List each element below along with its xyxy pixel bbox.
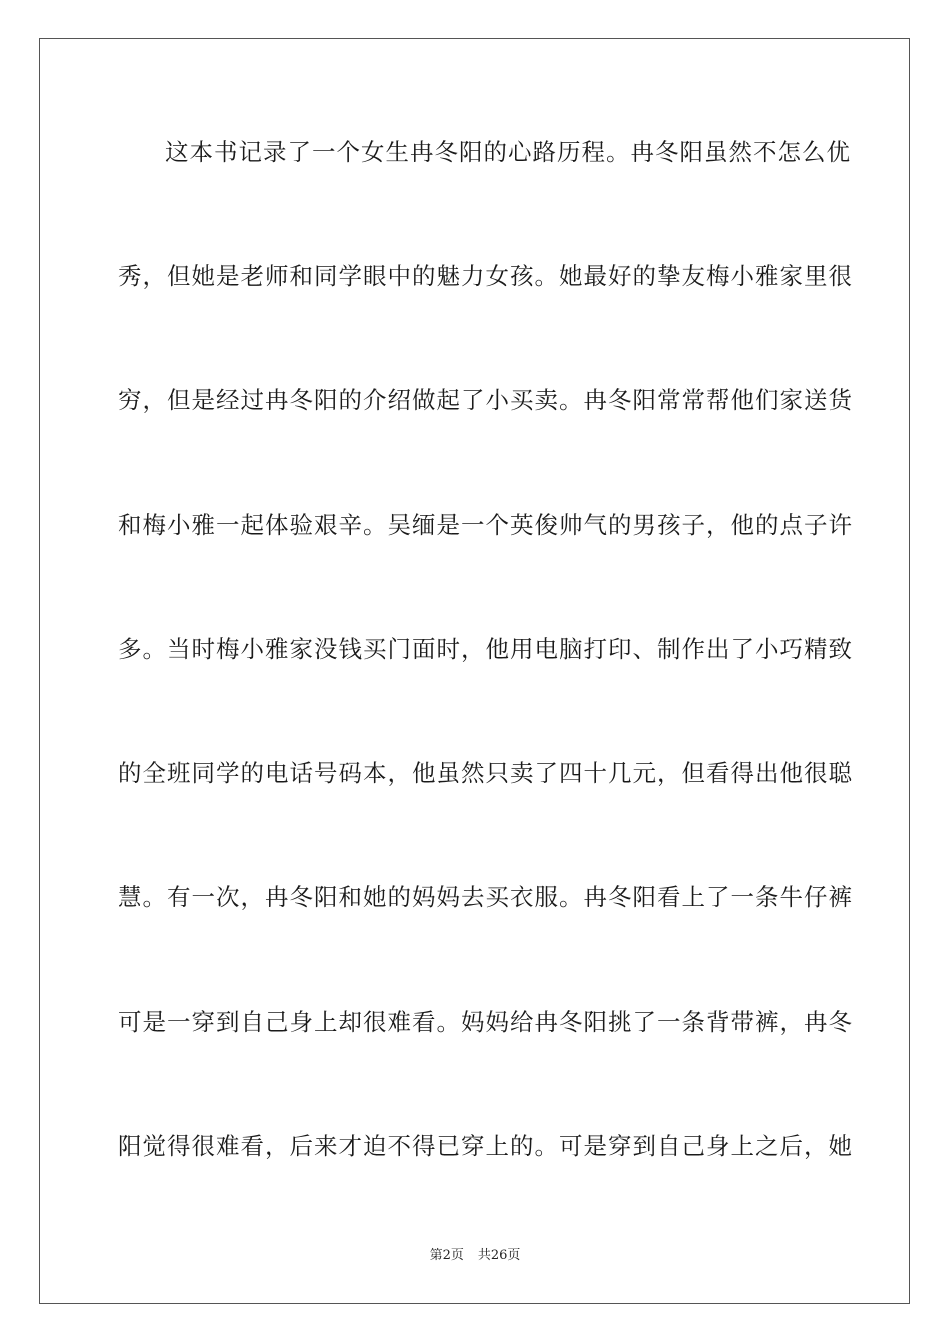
page-number: 第2页: [429, 1248, 464, 1263]
page-footer: [0, 1247, 950, 1265]
paragraph-line: 慧。有一次，冉冬阳和她的妈妈去买衣服。冉冬阳看上了一条牛仔裤: [118, 883, 853, 911]
page-total: 共26页: [477, 1248, 521, 1263]
paragraph-line: 的全班同学的电话号码本，他虽然只卖了四十几元，但看得出他很聪: [118, 759, 853, 787]
paragraph-line: 这本书记录了一个女生冉冬阳的心路历程。冉冬阳虽然不怎么优: [165, 138, 851, 166]
paragraph-line: 可是一穿到自己身上却很难看。妈妈给冉冬阳挑了一条背带裤，冉冬: [118, 1008, 853, 1036]
paragraph-line: 多。当时梅小雅家没钱买门面时，他用电脑打印、制作出了小巧精致: [118, 635, 853, 663]
paragraph-line: 和梅小雅一起体验艰辛。吴缅是一个英俊帅气的男孩子，他的点子许: [118, 511, 853, 539]
page-border: [39, 38, 910, 1304]
paragraph-line: 秀，但她是老师和同学眼中的魅力女孩。她最好的挚友梅小雅家里很: [118, 262, 853, 290]
paragraph-line: 穷，但是经过冉冬阳的介绍做起了小买卖。冉冬阳常常帮他们家送货: [118, 386, 853, 414]
paragraph-line: 阳觉得很难看，后来才迫不得已穿上的。可是穿到自己身上之后，她: [118, 1132, 853, 1160]
